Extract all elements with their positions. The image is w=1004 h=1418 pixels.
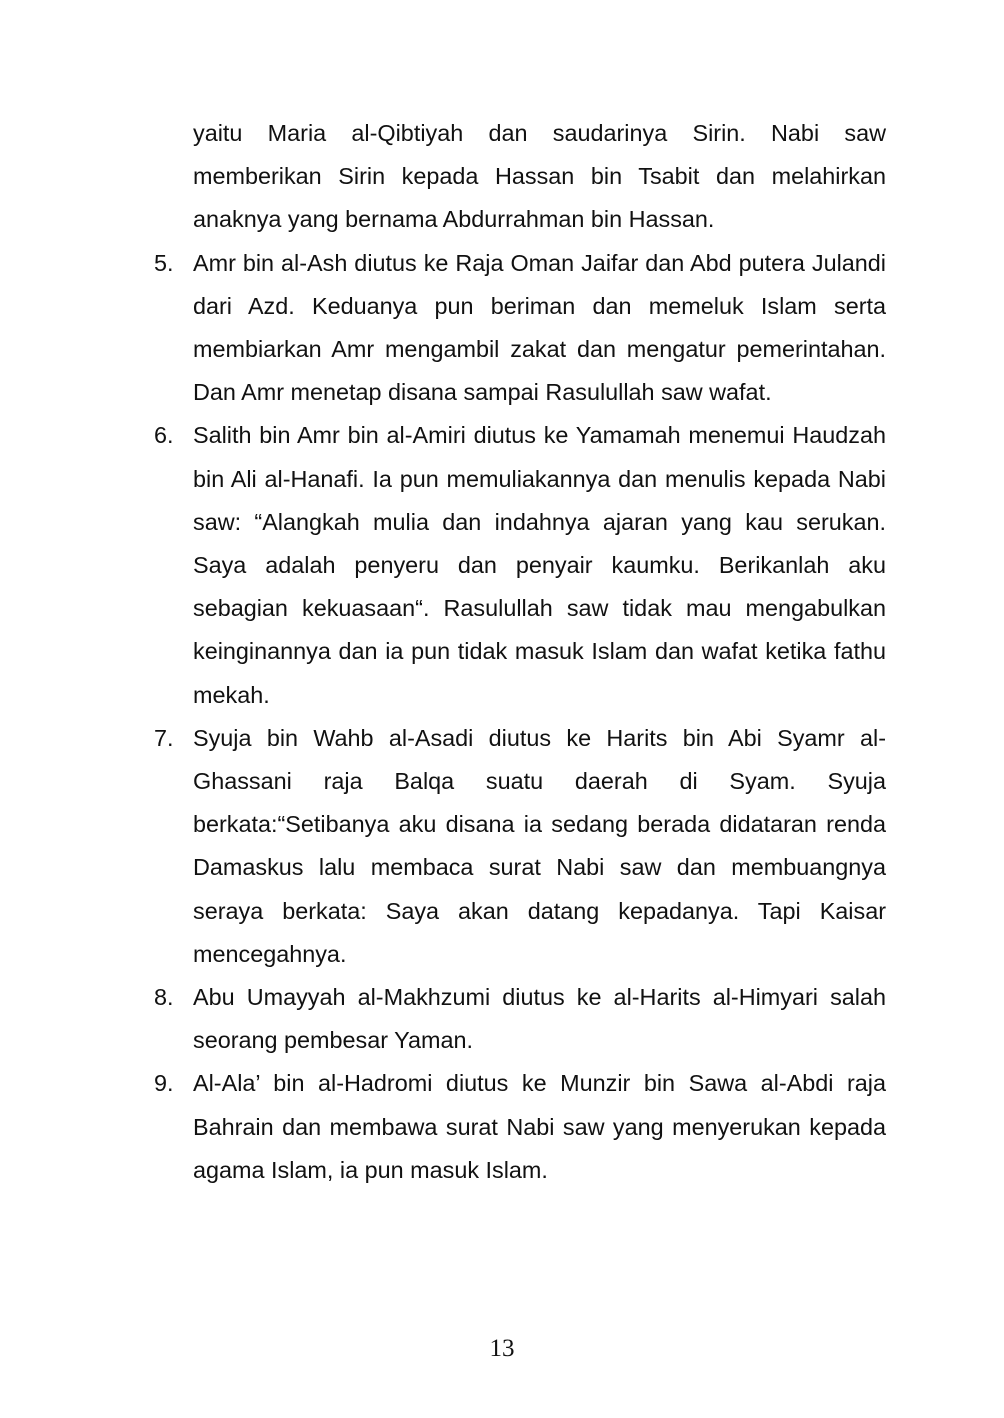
list-item-5 bbox=[154, 242, 886, 415]
list-item-number: 6. bbox=[154, 422, 174, 449]
page-number: 13 bbox=[489, 1335, 515, 1362]
continuation-paragraph: yaitu Maria al-Qibtiyah dan saudarinya Sirin. Nabi saw memberikan Sirin kepada Hassan bin Tsabit dan melahirkan anaknya yang bernama Abdurrahman bin Hassan. bbox=[193, 120, 886, 233]
list-item-text: Amr bin al-Ash diutus ke Raja Oman Jaifar dan Abd putera Julandi dari Azd. Keduanya pun beriman dan memeluk Islam serta membiarkan Amr mengambil zakat dan mengatur pemerintahan. Dan Amr menetap disana sampai Rasulullah saw wafat. bbox=[193, 249, 886, 406]
list-item-number: 5. bbox=[154, 249, 174, 276]
list-item-text: Salith bin Amr bin al-Amiri diutus ke Yamamah menemui Haudzah bin Ali al-Hanafi. Ia pun memuliakannya dan menulis kepada Nabi saw: “Alangkah mulia dan indahnya ajaran yang kau serukan. Saya adalah penyeru dan penyair kaumku. Berikanlah aku sebagian kekuasaan“. Rasulullah saw tidak mau mengabulkan keinginannya dan ia pun tidak masuk Islam dan wafat ketika fathu mekah. bbox=[193, 422, 886, 708]
list-item-number: 8. bbox=[154, 984, 174, 1011]
list-item-8 bbox=[154, 976, 886, 1062]
list-item-number: 9. bbox=[154, 1070, 174, 1097]
list-item-text: Syuja bin Wahb al-Asadi diutus ke Harits bin Abi Syamr al-Ghassani raja Balqa suatu daerah di Syam. Syuja berkata:“Setibanya aku disana ia sedang berada didataran renda Damaskus lalu membaca surat Nabi saw dan membuangnya seraya berkata: Saya akan datang kepadanya. Tapi Kaisar mencegahnya. bbox=[193, 724, 886, 967]
list-item-9 bbox=[154, 1062, 886, 1192]
list-item-7 bbox=[154, 717, 886, 976]
list-item-number: 7. bbox=[154, 724, 174, 751]
page-content bbox=[154, 112, 886, 1192]
list-item-text: Abu Umayyah al-Makhzumi diutus ke al-Harits al-Himyari salah seorang pembesar Yaman. bbox=[193, 984, 886, 1054]
list-item-text: Al-Ala’ bin al-Hadromi diutus ke Munzir bin Sawa al-Abdi raja Bahrain dan membawa surat Nabi saw yang menyerukan kepada agama Islam, ia pun masuk Islam. bbox=[193, 1070, 886, 1183]
list-item-6 bbox=[154, 414, 886, 716]
